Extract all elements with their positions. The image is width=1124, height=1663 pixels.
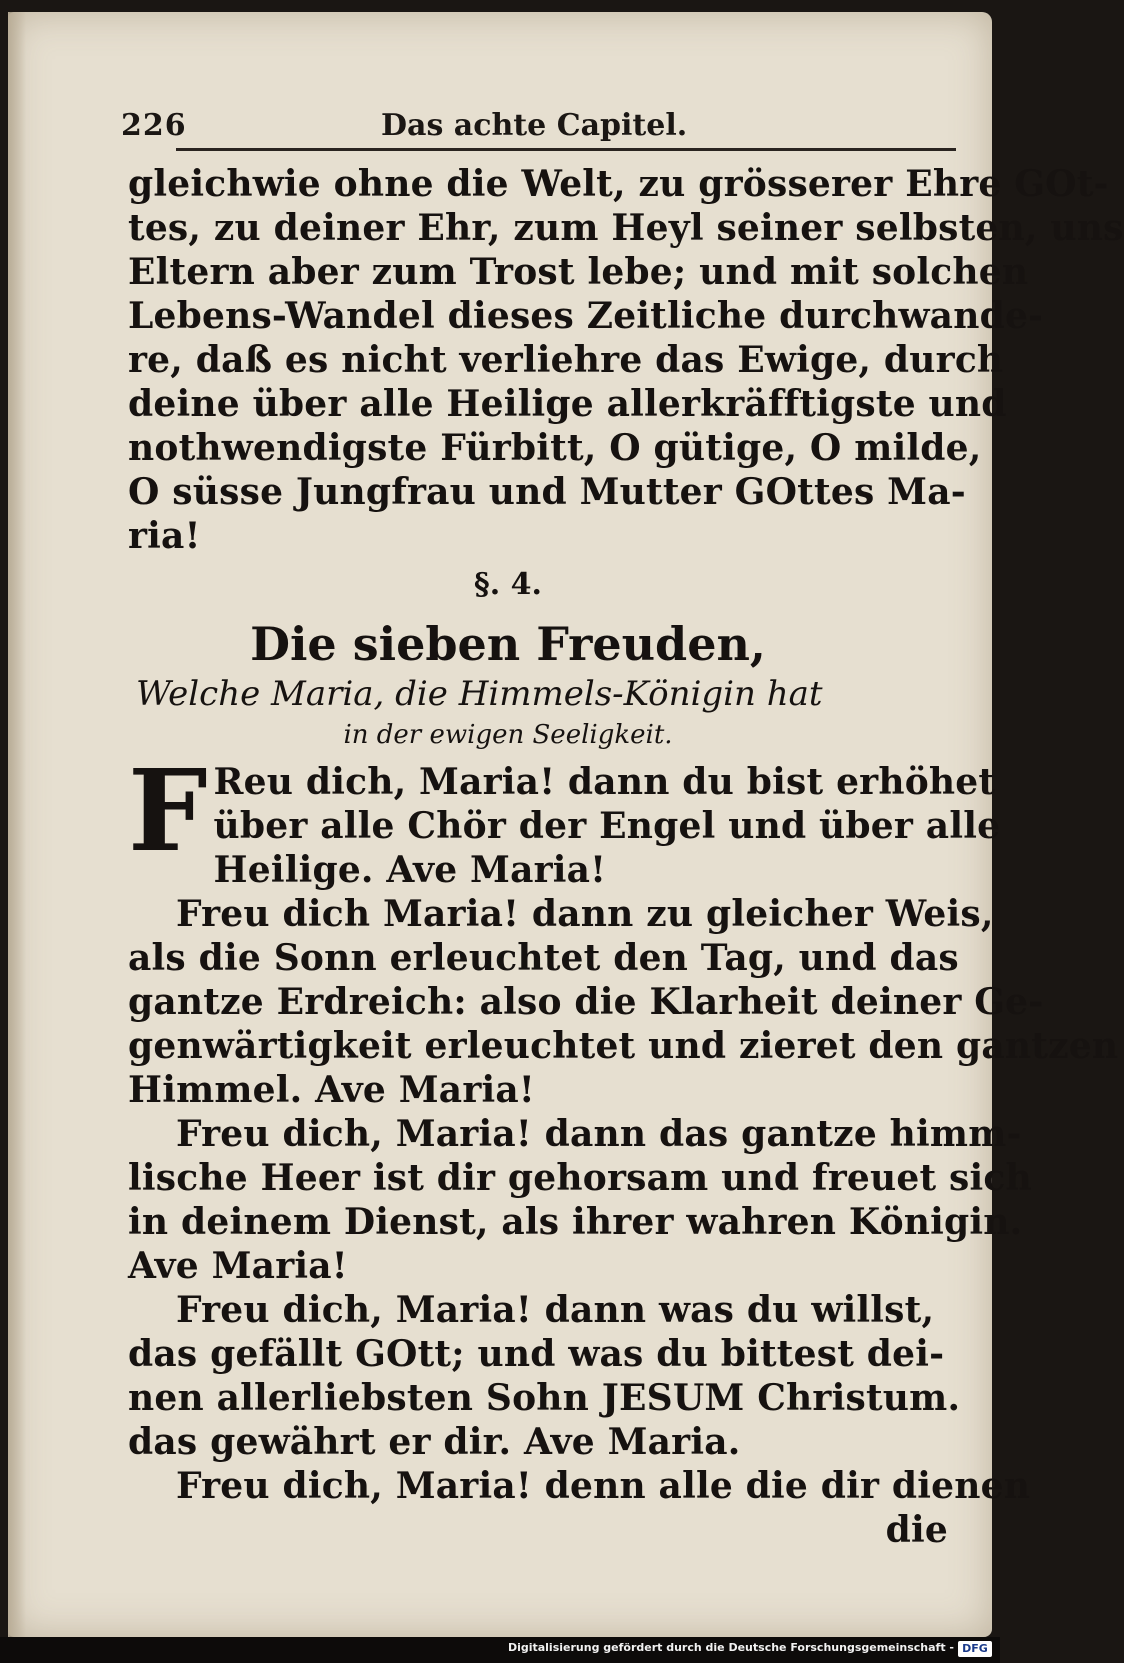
text-line: nen allerliebsten Sohn JESUM Christum. bbox=[128, 1377, 961, 1419]
text-line: O süsse Jungfrau und Mutter GOttes Ma- bbox=[128, 471, 966, 513]
text-line: Eltern aber zum Trost lebe; und mit solchen bbox=[128, 251, 1029, 293]
paragraph-5 bbox=[128, 1464, 1031, 1552]
text-line: Himmel. Ave Maria! bbox=[128, 1069, 535, 1111]
text-line: Freu dich, Maria! dann das gantze himm- bbox=[176, 1113, 1022, 1155]
text-line: das gewährt er dir. Ave Maria. bbox=[128, 1421, 741, 1463]
text-line: gleichwie ohne die Welt, zu grösserer Ehre GOt- bbox=[128, 163, 1109, 205]
page-gutter-shadow bbox=[8, 12, 26, 1637]
text-line: Freu dich, Maria! denn alle die dir dienen bbox=[176, 1465, 1031, 1507]
text-line: das gefällt GOtt; und was du bittest dei- bbox=[128, 1333, 945, 1375]
text-line: nothwendigste Fürbitt, O gütige, O milde, bbox=[128, 427, 982, 469]
paragraph-2 bbox=[128, 892, 1119, 1112]
text-line: tes, zu deiner Ehr, zum Heyl seiner selbsten, uns bbox=[128, 207, 1124, 249]
text-line: Freu dich Maria! dann zu gleicher Weis, bbox=[176, 893, 994, 935]
text-line: Reu dich, Maria! dann du bist erhöhet bbox=[213, 761, 996, 803]
section-mark: §. 4. bbox=[474, 567, 542, 602]
funding-credit: Digitalisierung gefördert durch die Deutsche Forschungsgemeinschaft - bbox=[507, 1641, 954, 1654]
header-rule bbox=[176, 148, 956, 151]
text-line: über alle Chör der Engel und über alle bbox=[213, 805, 1001, 847]
paragraph-3 bbox=[128, 1112, 1032, 1288]
text-line: re, daß es nicht verliehre das Ewige, durch bbox=[128, 339, 1004, 381]
digitization-footer bbox=[0, 1637, 1000, 1663]
page-number: 226 bbox=[121, 108, 187, 143]
text-line: lische Heer ist dir gehorsam und freuet sich bbox=[128, 1157, 1032, 1199]
section-title: Die sieben Freuden, bbox=[250, 617, 766, 671]
text-line: als die Sonn erleuchtet den Tag, und das bbox=[128, 937, 959, 979]
paragraph-1 bbox=[128, 746, 1001, 892]
seven-joys-text bbox=[128, 746, 1119, 1552]
paragraph-4 bbox=[128, 1288, 961, 1464]
text-line: deine über alle Heilige allerkräfftigste und bbox=[128, 383, 1007, 425]
text-line: Heilige. Ave Maria! bbox=[213, 849, 607, 891]
page-header bbox=[121, 108, 951, 152]
book-page bbox=[8, 12, 1124, 1637]
text-line: genwärtigkeit erleuchtet und zieret den gantzen bbox=[128, 1025, 1119, 1067]
text-line: Ave Maria! bbox=[128, 1245, 348, 1287]
text-line: gantze Erdreich: also die Klarheit deiner Ge- bbox=[128, 981, 1044, 1023]
text-line: in deinem Dienst, als ihrer wahren Königin. bbox=[128, 1201, 1023, 1243]
prayer-continuation bbox=[128, 162, 1124, 558]
section-subtitle: Welche Maria, die Himmels-Königin hat bbox=[136, 674, 823, 714]
text-line: ria! bbox=[128, 515, 201, 557]
running-head: Das achte Capitel. bbox=[381, 108, 688, 143]
section-subtitle-continued: in der ewigen Seeligkeit. bbox=[343, 720, 673, 750]
catchword: die bbox=[885, 1509, 948, 1551]
drop-cap: F bbox=[128, 746, 208, 877]
dfg-logo: DFG bbox=[958, 1641, 992, 1657]
text-line: Freu dich, Maria! dann was du willst, bbox=[176, 1289, 935, 1331]
text-line: Lebens-Wandel dieses Zeitliche durchwande- bbox=[128, 295, 1044, 337]
